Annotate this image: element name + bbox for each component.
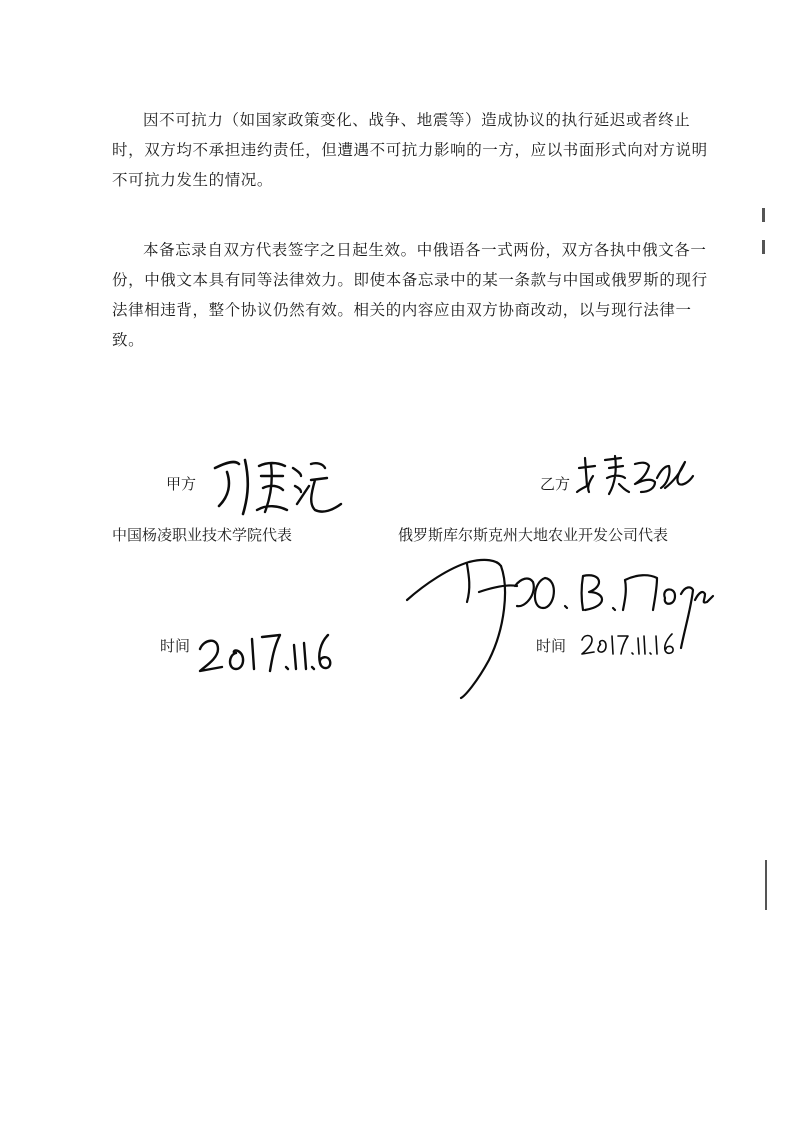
- party-a-label: 甲方: [166, 475, 197, 493]
- party-a-date-handwriting: [196, 625, 336, 675]
- force-majeure-paragraph: 因不可抗力（如国家政策变化、战争、地震等）造成协议的执行延迟或者终止时，双方均不承担违约责任，但遭遇不可抗力影响的一方，应以书面形式向对方说明不可抗力发生的情况。: [112, 111, 708, 189]
- scan-mark: [762, 208, 765, 222]
- party-a-signature: [205, 450, 345, 520]
- party-a-time-label: 时间: [160, 637, 191, 655]
- party-b-label: 乙方: [540, 475, 571, 493]
- party-a-organization: 中国杨凌职业技术学院代表: [112, 526, 293, 544]
- party-b-signature-russian: [405, 548, 715, 708]
- party-b-signature-chinese: [575, 448, 695, 498]
- effectiveness-paragraph: 本备忘录自双方代表签字之日起生效。中俄语各一式两份，双方各执中俄文各一份，中俄文本具有同等法律效力。即使本备忘录中的某一条款与中国或俄罗斯的现行法律相违背，整个协议仍然有效。相关的内容应由双方协商改动，以与现行法律一致。: [112, 241, 708, 349]
- scan-mark: [765, 860, 767, 910]
- party-b-date-handwriting: [580, 630, 680, 660]
- scan-mark: [762, 240, 765, 254]
- party-b-organization: 俄罗斯库尔斯克州大地农业开发公司代表: [398, 526, 669, 544]
- party-b-time-label: 时间: [536, 637, 567, 655]
